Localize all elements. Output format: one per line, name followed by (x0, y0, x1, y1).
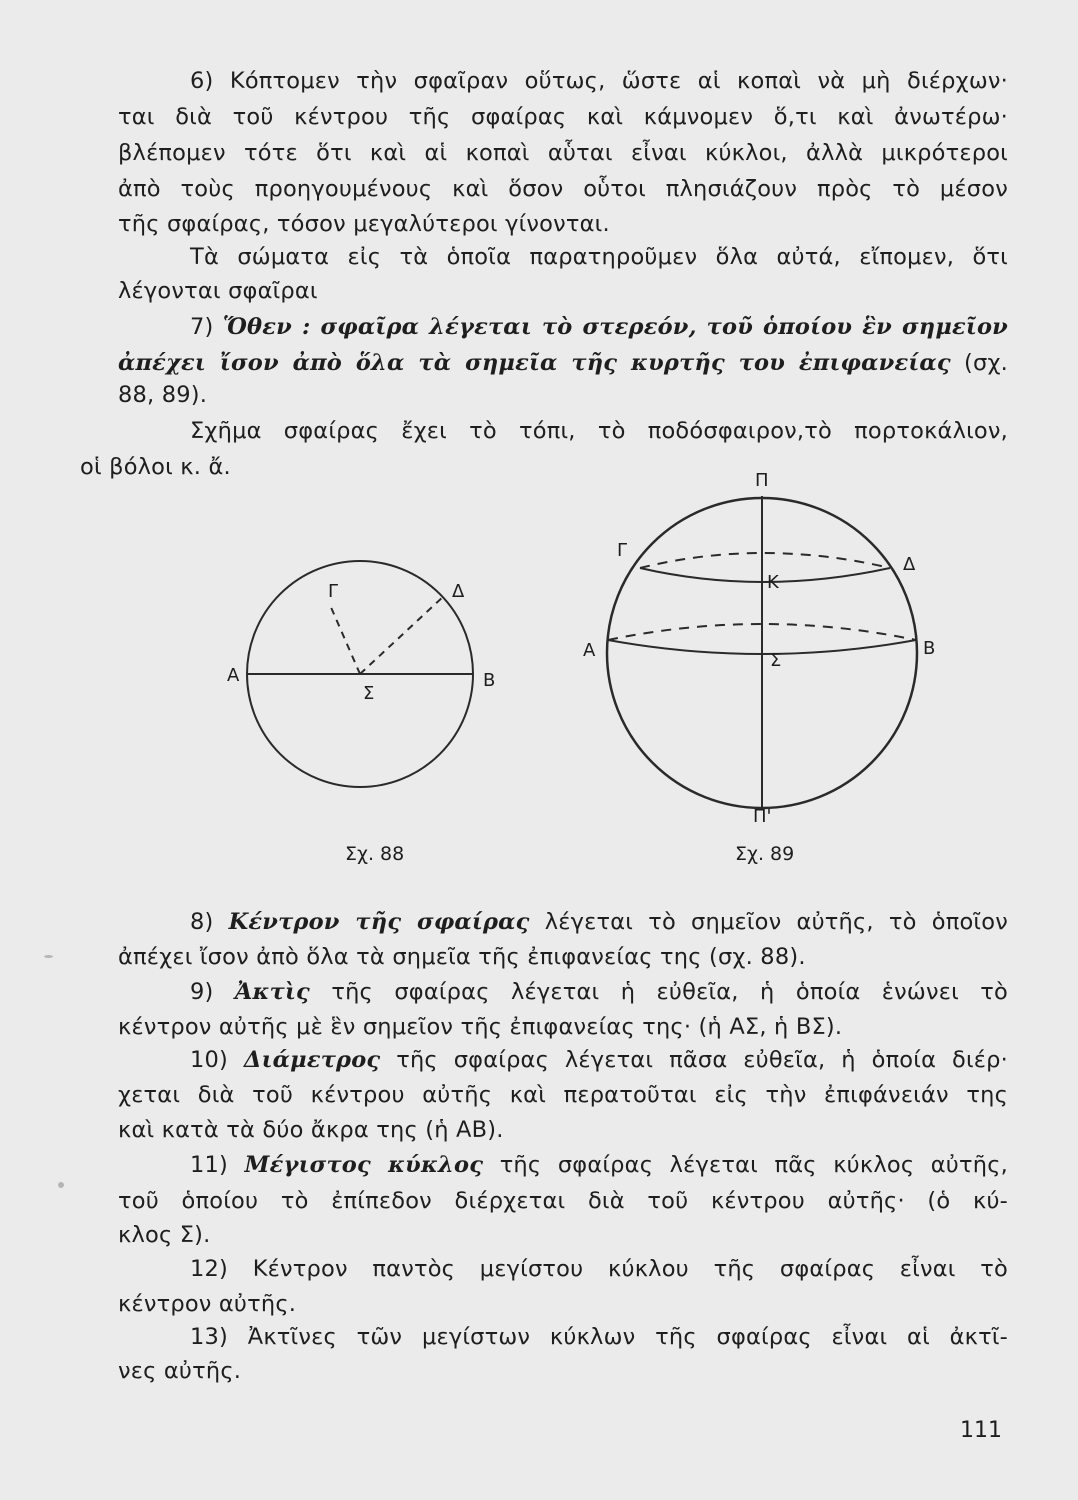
definition-7-line (118, 346, 1008, 380)
label-gamma: Γ (617, 540, 628, 561)
label-kappa: Κ (767, 572, 779, 593)
definition-11 (190, 1148, 1008, 1182)
label-alpha: Α (583, 640, 596, 661)
definition-number: 11) (190, 1152, 229, 1178)
definition-bold-text: ἀπέχει ἴσον ἀπὸ ὅλα τὰ σημεῖα τῆς κυρτῆς του ἐπιφανείας (118, 350, 951, 376)
label-beta: Β (483, 670, 496, 691)
label-gamma: Γ (328, 581, 339, 602)
text-line: ἀπέχει ἴσον ἀπὸ ὅλα τὰ σημεῖα τῆς ἐπιφανείας της (σχ. 88). (118, 944, 806, 970)
definition-text: λέγεται τὸ σημεῖον αὐτῆς, τὸ ὁποῖον (544, 909, 1008, 935)
label-delta: Δ (903, 554, 916, 575)
text-line: καὶ κατὰ τὰ δύο ἄκρα της (ἡ ΑΒ). (118, 1117, 504, 1143)
text-line: τῆς σφαίρας, τόσον μεγαλύτεροι γίνονται. (118, 211, 610, 237)
text-line: κέντρον αὐτῆς μὲ ἓν σημεῖον τῆς ἐπιφανείας της· (ἡ ΑΣ, ἡ ΒΣ). (118, 1014, 843, 1040)
text-line: κλος Σ). (118, 1222, 211, 1248)
small-circle-front (640, 568, 890, 582)
definition-number: 10) (190, 1047, 229, 1073)
label-sigma: Σ (770, 650, 782, 671)
definition-bold-text: Ὅθεν : σφαῖρα λέγεται τὸ στερεόν, τοῦ ὁποίου ἓν σημεῖον (222, 314, 1008, 340)
label-pi: Π (755, 470, 769, 491)
text-line: βλέπομεν τότε ὅτι καὶ αἱ κοπαὶ αὗται εἶναι κύκλοι, ἀλλὰ μικρότεροι (118, 140, 1008, 166)
definition-number: 8) (190, 909, 214, 935)
figure-88 (225, 555, 515, 795)
text-line: ται διὰ τοῦ κέντρου τῆς σφαίρας καὶ κάμνομεν ὅ,τι καὶ ἀνωτέρω· (118, 104, 1008, 130)
definition-number: 9) (190, 979, 214, 1005)
small-circle-back (640, 553, 890, 568)
radius-sigma-gamma (330, 605, 360, 674)
definition-bold-text: Κέντρον τῆς σφαίρας (228, 909, 530, 935)
page-number: 111 (960, 1418, 1002, 1443)
text-line: λέγονται σφαῖραι (118, 278, 318, 304)
definition-bold-text: Μέγιστος κύκλος (244, 1152, 484, 1178)
definition-text: τῆς σφαίρας λέγεται πᾶς κύκλος αὐτῆς, (499, 1152, 1008, 1178)
definition-10 (190, 1043, 1008, 1077)
definition-8 (190, 905, 1008, 939)
definition-12: 12) Κέντρον παντὸς μεγίστου κύκλου τῆς σφαίρας εἶναι τὸ (190, 1256, 1008, 1282)
label-sigma: Σ (363, 683, 375, 704)
definition-bold-text: Ἀκτὶς (234, 979, 310, 1005)
definition-number: 7) (190, 314, 214, 340)
definition-bold-text: Διάμετρος (243, 1047, 381, 1073)
figure-ref: (σχ. (964, 350, 1008, 376)
definition-7-line (190, 310, 1008, 344)
figure-89-drawing (575, 468, 955, 828)
figure-89 (575, 468, 955, 828)
radius-sigma-delta (360, 595, 445, 674)
label-beta: Β (923, 638, 936, 659)
definition-9 (190, 975, 1008, 1009)
definition-text: τῆς σφαίρας λέγεται πᾶσα εὐθεῖα, ἡ ὁποία διέρ· (396, 1047, 1008, 1073)
definition-text: τῆς σφαίρας λέγεται ἡ εὐθεῖα, ἡ ὁποία ἑνώνει τὸ (331, 979, 1008, 1005)
text-line: τοῦ ὁποίου τὸ ἐπίπεδον διέρχεται διὰ τοῦ κέντρου αὐτῆς· (ὁ κύ- (118, 1188, 1008, 1214)
text-line: 6) Κόπτομεν τὴν σφαῖραν οὕτως, ὥστε αἱ κοπαὶ νὰ μὴ διέρχων· (190, 68, 1008, 94)
text-line: κέντρον αὐτῆς. (118, 1291, 297, 1317)
scan-speck (44, 955, 53, 958)
label-pi-prime: Π' (753, 806, 772, 827)
definition-13: 13) Ἀκτῖνες τῶν μεγίστων κύκλων τῆς σφαίρας εἶναι αἱ ἀκτῖ- (190, 1324, 1008, 1350)
label-delta: Δ (452, 581, 465, 602)
scan-speck (58, 1182, 64, 1188)
text-line: ἀπὸ τοὺς προηγουμένους καὶ ὅσον οὗτοι πλησιάζουν πρὸς τὸ μέσον (118, 176, 1008, 202)
text-line: 88, 89). (118, 382, 208, 408)
text-line: Τὰ σώματα εἰς τὰ ὁποῖα παρατηροῦμεν ὅλα αὐτά, εἴπομεν, ὅτι (190, 244, 1008, 270)
text-line: Σχῆμα σφαίρας ἔχει τὸ τόπι, τὸ ποδόσφαιρον,τὸ πορτοκάλιον, (190, 418, 1008, 444)
text-line: χεται διὰ τοῦ κέντρου αὐτῆς καὶ περατοῦται εἰς τὴν ἐπιφάνειάν της (118, 1082, 1008, 1108)
caption-fig-89: Σχ. 89 (735, 843, 795, 865)
figure-88-drawing (225, 555, 515, 795)
caption-fig-88: Σχ. 88 (345, 843, 405, 865)
label-alpha: Α (227, 665, 240, 686)
text-line: νες αὐτῆς. (118, 1358, 242, 1384)
text-line: οἱ βόλοι κ. ἄ. (80, 454, 231, 480)
